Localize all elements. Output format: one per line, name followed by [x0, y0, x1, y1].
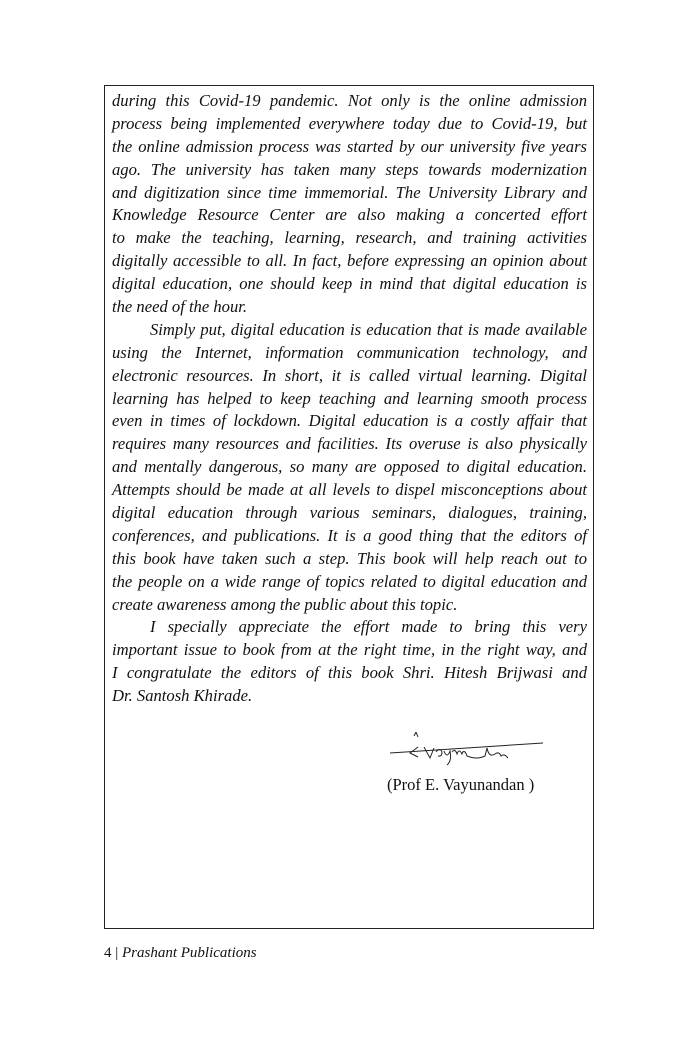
- foreword-body: [112, 90, 587, 708]
- text-line: the online admission process was started by our university five years: [112, 136, 587, 156]
- text-line: digitally accessible to all. In fact, before expressing an opinion about: [112, 251, 587, 271]
- text-line: Simply put, digital education is education that is made available: [150, 319, 587, 339]
- signature-image: [388, 732, 548, 777]
- text-line: I specially appreciate the effort made to bring this very: [150, 617, 587, 637]
- text-line: the people on a wide range of topics related to digital education and: [112, 571, 587, 591]
- text-line: this book have taken such a step. This book will help reach out to: [112, 548, 587, 568]
- text-line: the need of the hour.: [112, 297, 248, 317]
- text-line: even in times of lockdown. Digital education is a costly affair that: [112, 411, 587, 431]
- signatory-name: (Prof E. Vayunandan ): [387, 775, 535, 794]
- text-line: conferences, and publications. It is a good thing that the editors of: [112, 525, 587, 545]
- text-line: I congratulate the editors of this book Shri. Hitesh Brijwasi and: [112, 663, 587, 683]
- text-line: important issue to book from at the right time, in the right way, and: [112, 640, 587, 660]
- text-line: and digitization since time immemorial. The University Library and: [112, 182, 587, 202]
- text-line: to make the teaching, learning, research, and training activities: [112, 228, 587, 248]
- text-line: during this Covid-19 pandemic. Not only is the online admission: [112, 91, 587, 110]
- text-line: ago. The university has taken many steps towards modernization: [112, 159, 587, 179]
- text-line: digital education through various seminars, dialogues, training,: [112, 503, 587, 523]
- page-footer: [104, 945, 257, 962]
- text-line: requires many resources and facilities. Its overuse is also physically: [112, 434, 587, 454]
- text-line: digital education, one should keep in mind that digital education is: [112, 274, 587, 294]
- text-line: electronic resources. In short, it is called virtual learning. Digital: [112, 365, 587, 385]
- text-line: and mentally dangerous, so many are opposed to digital education.: [112, 457, 587, 477]
- publisher-name: Prashant Publications: [122, 945, 257, 961]
- text-line: Knowledge Resource Center are also making a concerted effort: [112, 205, 587, 225]
- text-line: create awareness among the public about this topic.: [112, 594, 458, 614]
- page-number: 4 |: [104, 945, 123, 961]
- text-line: learning has helped to keep teaching and learning smooth process: [112, 388, 587, 408]
- text-line: process being implemented everywhere today due to Covid-19, but: [112, 113, 587, 133]
- text-line: Attempts should be made at all levels to dispel misconceptions about: [112, 480, 587, 500]
- text-line: using the Internet, information communication technology, and: [112, 342, 587, 362]
- text-line: Dr. Santosh Khirade.: [112, 686, 253, 706]
